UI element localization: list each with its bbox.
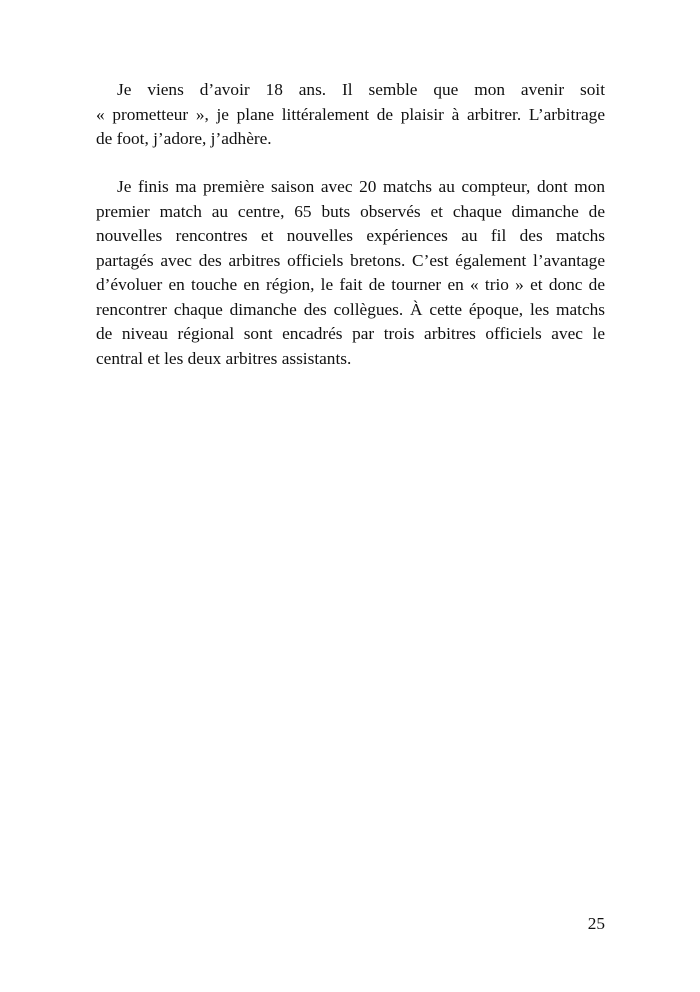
paragraph-1 [96,78,605,152]
text-line: d’évoluer en touche en région, le fait de tourner en « trio » et donc de [96,275,605,294]
page-number: 25 [587,914,605,933]
text-line: premier match au centre, 65 buts observés et chaque dimanche de [96,201,605,221]
text-line: nouvelles rencontres et nouvelles expériences au fil des matchs [96,226,605,245]
paragraph-2 [96,175,605,371]
text-line: de foot, j’adore, j’adhère. [96,129,272,148]
text-line: de niveau régional sont encadrés par trois arbitres officiels avec le [96,324,605,343]
text-line: central et les deux arbitres assistants. [96,348,352,368]
text-line: Je finis ma première saison avec 20 matchs au compteur, dont mon [117,177,605,196]
text-line: « prometteur », je plane littéralement de plaisir à arbitrer. L’arbitrage [96,104,605,124]
text-line: partagés avec des arbitres officiels bretons. C’est également l’avantage [96,250,605,270]
text-line: Je viens d’avoir 18 ans. Il semble que mon avenir soit [117,80,605,99]
text-line: rencontrer chaque dimanche des collègues. À cette époque, les matchs [96,299,605,319]
